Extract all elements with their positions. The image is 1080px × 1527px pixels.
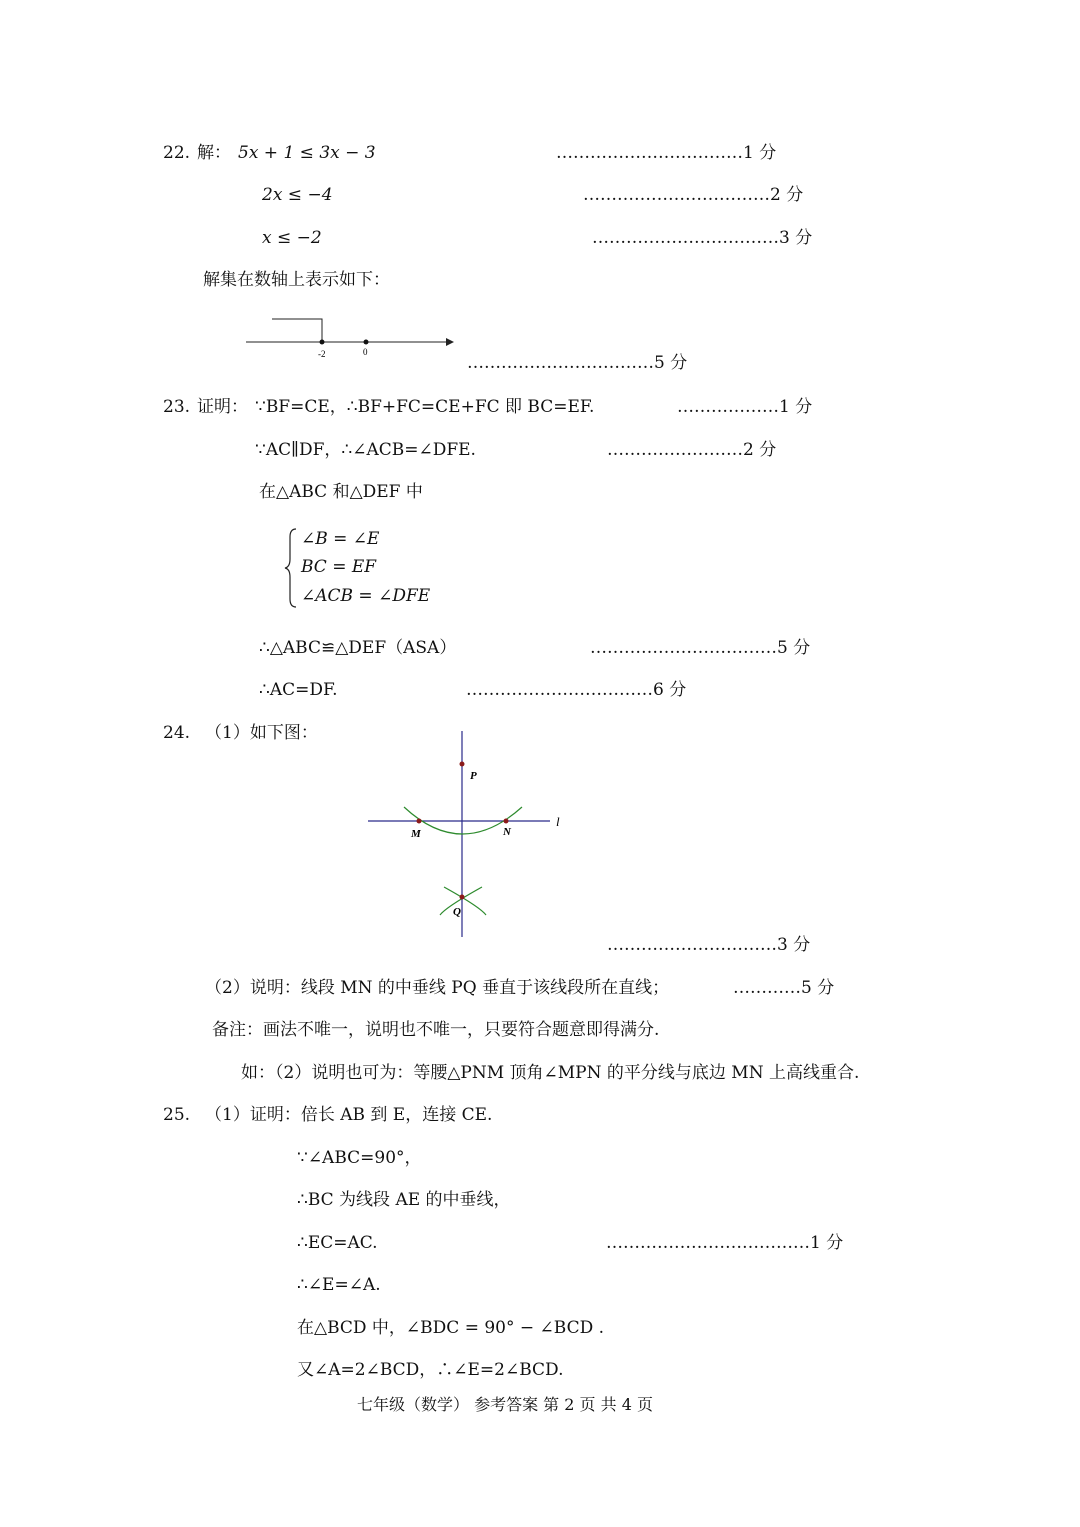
q23-step1: ∵BF=CE，∴BF+FC=CE+FC 即 BC=EF.: [255, 397, 595, 417]
system-brace: [284, 527, 300, 609]
q25-step3: ∴EC=AC.: [297, 1233, 378, 1253]
q25-step4: ∴∠E=∠A.: [297, 1275, 381, 1295]
q25-number: 25.: [163, 1105, 191, 1125]
arc-q-right: [444, 887, 486, 915]
q25-step1: ∵∠ABC=90°，: [297, 1148, 422, 1168]
q24-part2-score: …………5 分: [733, 978, 835, 998]
q23-label: 证明：: [197, 397, 248, 417]
arc-q-left: [440, 887, 482, 915]
label-p: P: [470, 770, 477, 782]
system-line-3: ∠ACB = ∠DFE: [301, 586, 431, 606]
q24-example: 如：（2）说明也可为：等腰△PNM 顶角∠MPN 的平分线与底边 MN 上高线重合.: [241, 1063, 860, 1083]
q24-part1-score: …………………………3 分: [607, 935, 811, 955]
q23-step2-score: ……………………2 分: [607, 440, 777, 460]
q23-step2: ∵AC∥DF，∴∠ACB=∠DFE.: [255, 440, 476, 460]
system-line-1: ∠B = ∠E: [301, 529, 380, 549]
q25-step5: 在△BCD 中，∠BDC = 90° − ∠BCD .: [297, 1318, 605, 1338]
q25-step6: 又∠A=2∠BCD，∴∠E=2∠BCD.: [297, 1360, 564, 1380]
point-n: [504, 819, 509, 824]
q24-part2: （2）说明：线段 MN 的中垂线 PQ 垂直于该线段所在直线；: [205, 978, 670, 998]
tick-label-zero: 0: [363, 347, 368, 357]
q24-part1: （1）如下图：: [205, 723, 318, 743]
q23-step3: 在△ABC 和△DEF 中: [259, 482, 423, 502]
q22-number: 22.: [163, 143, 191, 163]
point-minus-two: [320, 340, 325, 345]
label-l: l: [556, 814, 560, 829]
q23-step5-score: ……………………………6 分: [466, 680, 687, 700]
q22-step4-score: ……………………………5 分: [467, 353, 688, 373]
point-m: [417, 819, 422, 824]
q23-step5: ∴AC=DF.: [259, 680, 338, 700]
q22-label: 解：: [197, 143, 231, 163]
page-footer: 七年级（数学） 参考答案 第 2 页 共 4 页: [357, 1395, 653, 1414]
q22-step3-score: ……………………………3 分: [592, 228, 813, 248]
point-q: [460, 895, 465, 900]
number-line-figure: [240, 308, 460, 368]
q22-step1-score: ……………………………1 分: [556, 143, 777, 163]
perpendicular-bisector-figure: [360, 725, 580, 945]
solution-ray: [272, 319, 322, 342]
point-p: [460, 762, 465, 767]
label-q: Q: [453, 906, 461, 918]
q25-part1: （1）证明：倍长 AB 到 E，连接 CE.: [205, 1105, 493, 1125]
q23-step1-score: ………………1 分: [677, 397, 813, 417]
point-zero: [364, 340, 369, 345]
label-m: M: [411, 828, 421, 840]
q23-step4: ∴△ABC≌△DEF（ASA）: [259, 638, 457, 658]
q22-step3: x ≤ −2: [262, 228, 322, 248]
tick-label-minus-two: -2: [318, 349, 326, 359]
q22-step2: 2x ≤ −4: [262, 185, 333, 205]
q24-remark: 备注：画法不唯一，说明也不唯一，只要符合题意即得满分.: [212, 1020, 660, 1040]
q23-number: 23.: [163, 397, 191, 417]
q23-step4-score: ……………………………5 分: [590, 638, 811, 658]
q22-step2-score: ……………………………2 分: [583, 185, 804, 205]
number-line-arrow: [446, 338, 454, 346]
q25-step3-score: ………………………………1 分: [606, 1233, 844, 1253]
q25-step2: ∴BC 为线段 AE 的中垂线，: [297, 1190, 511, 1210]
system-line-2: BC = EF: [301, 557, 377, 577]
q22-step1: 5x + 1 ≤ 3x − 3: [238, 143, 376, 163]
q22-note: 解集在数轴上表示如下：: [203, 270, 390, 290]
label-n: N: [503, 826, 511, 838]
q24-number: 24.: [163, 723, 191, 743]
